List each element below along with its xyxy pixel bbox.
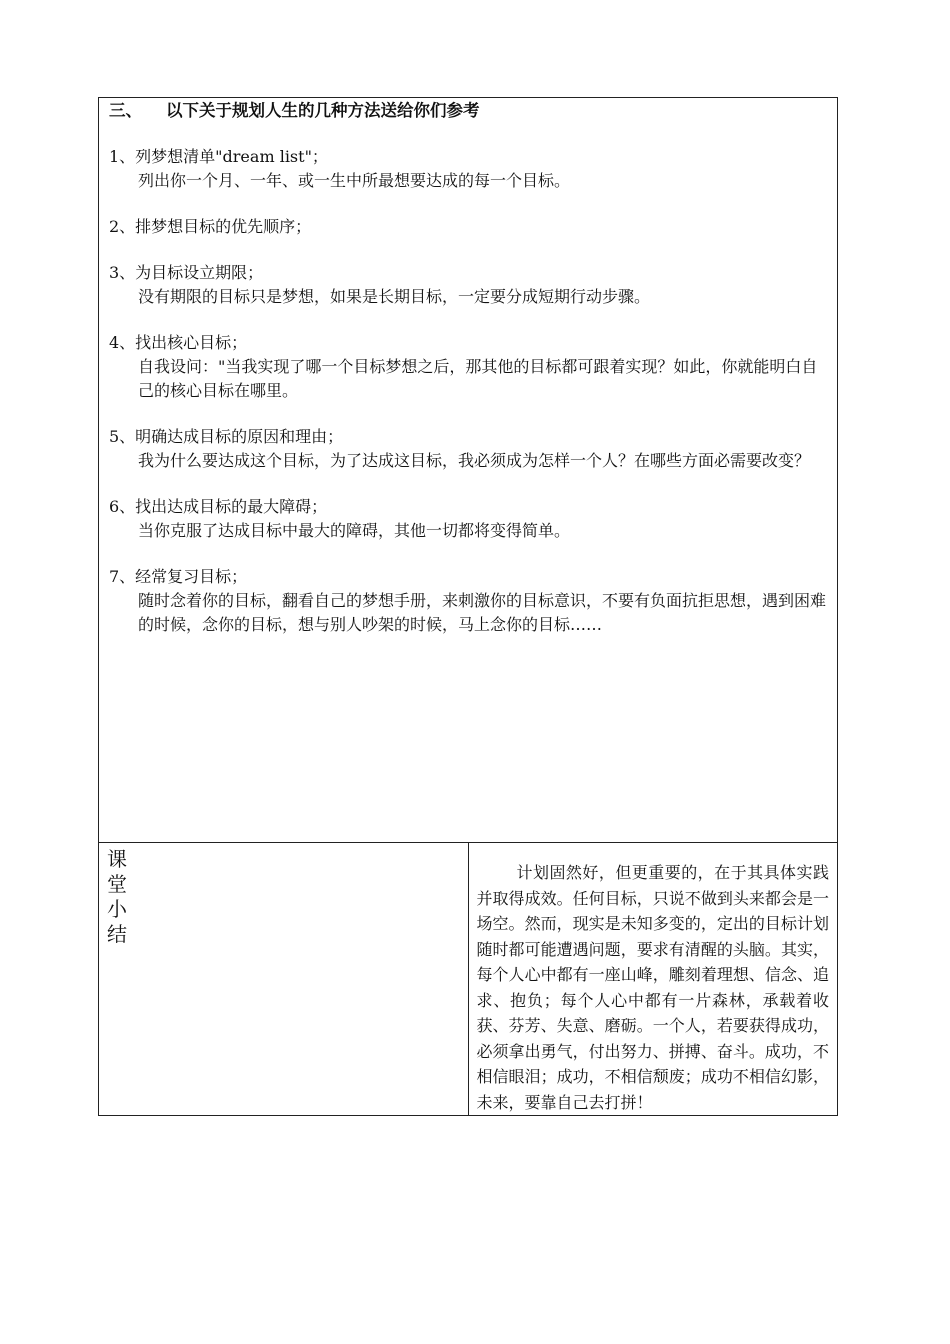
- methods-row: [99, 98, 838, 843]
- method-description: 没有期限的目标只是梦想，如果是长期目标，一定要分成短期行动步骤。: [138, 287, 651, 306]
- method-item: [109, 495, 829, 543]
- method-description: 列出你一个月、一年、或一生中所最想要达成的每一个目标。: [138, 171, 571, 190]
- method-title: 6、找出达成目标的最大障碍；: [109, 497, 328, 516]
- method-title: 7、经常复习目标；: [109, 567, 248, 586]
- method-item: [109, 425, 829, 473]
- summary-label: 课堂小结: [107, 847, 127, 946]
- method-item: [109, 215, 829, 239]
- summary-label-cell: [99, 843, 469, 1116]
- summary-paragraph: 计划固然好，但更重要的，在于其具体实践并取得成效。任何目标，只说不做到头来都会是一场空。然而，现实是未知多变的，定出的目标计划随时都可能遭遇问题，要求有清醒的头脑。其实，每个人心中都有一座山峰，雕刻着理想、信念、追求、抱负；每个人心中都有一片森林，承载着收获、芬芳、失意、磨砺。一个人，若要获得成功，必须拿出勇气，付出努力、拼搏、奋斗。成功，不相信眼泪；成功，不相信颓废；成功不相信幻影，未来，要靠自己去打拼！: [476, 863, 829, 1112]
- lesson-table: [98, 97, 838, 1116]
- section-title: 以下关于规划人生的几种方法送给你们参考: [166, 101, 480, 120]
- method-title: 5、明确达成目标的原因和理由；: [109, 427, 344, 446]
- method-description: 自我设问："当我实现了哪一个目标梦想之后，那其他的目标都可跟着实现？如此，你就能明白自己的核心目标在哪里。: [138, 357, 818, 400]
- method-title: 4、找出核心目标；: [109, 333, 248, 352]
- method-title: 3、为目标设立期限；: [109, 263, 264, 282]
- method-item: [109, 145, 829, 193]
- method-item: [109, 565, 829, 637]
- summary-cell: [468, 843, 838, 1116]
- method-item: [109, 261, 829, 309]
- section-heading: [109, 99, 829, 123]
- method-description: 我为什么要达成这个目标，为了达成这目标，我必须成为怎样一个人？在哪些方面必需要改变？: [138, 451, 811, 470]
- summary-row: [99, 843, 838, 1116]
- section-number: 三、: [109, 101, 142, 120]
- methods-cell: [99, 98, 838, 843]
- method-title: 1、列梦想清单"dream list"；: [109, 147, 328, 166]
- method-title: 2、排梦想目标的优先顺序；: [109, 217, 312, 236]
- method-description: 随时念着你的目标，翻看自己的梦想手册，来刺激你的目标意识，不要有负面抗拒思想，遇到困难的时候，念你的目标，想与别人吵架的时候，马上念你的目标……: [138, 591, 827, 634]
- method-description: 当你克服了达成目标中最大的障碍，其他一切都将变得简单。: [138, 521, 571, 540]
- method-item: [109, 331, 829, 403]
